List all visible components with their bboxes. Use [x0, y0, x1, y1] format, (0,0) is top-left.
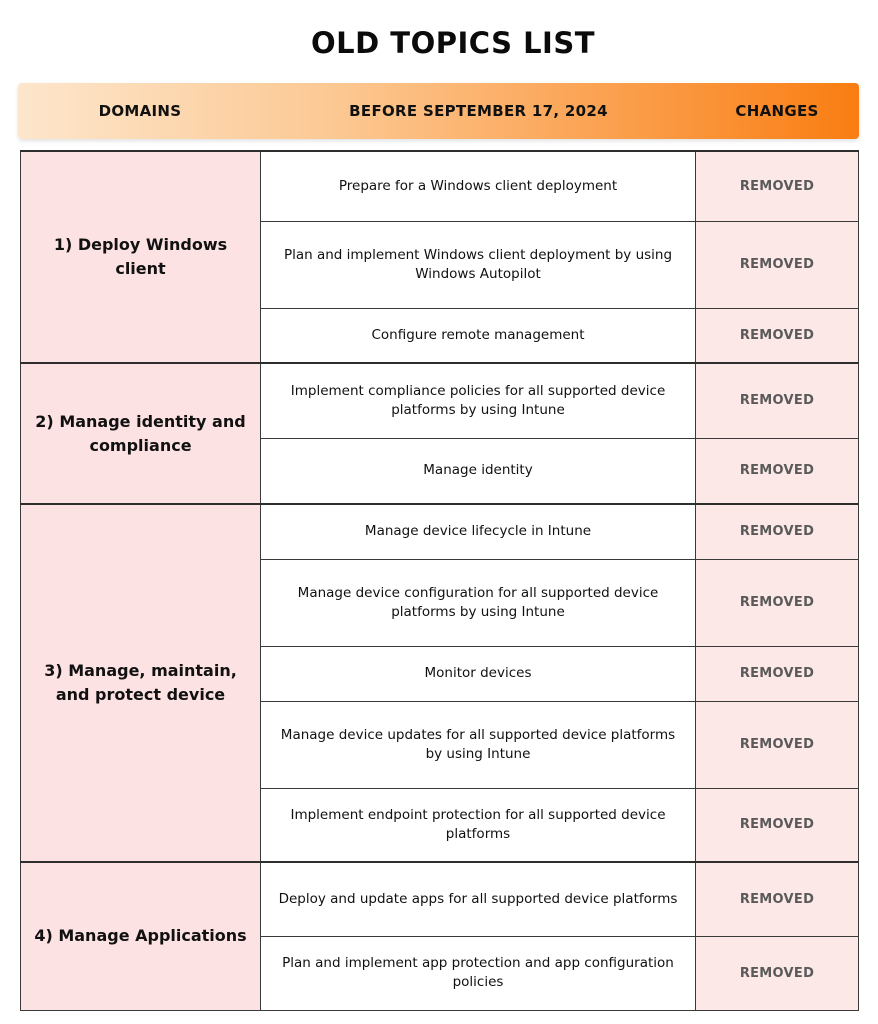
topic-cell: Deploy and update apps for all supported device platforms	[261, 862, 696, 936]
topics-table-body	[21, 151, 859, 1010]
change-status: REMOVED	[696, 363, 859, 438]
topic-cell: Plan and implement Windows client deployment by using Windows Autopilot	[261, 221, 696, 308]
topic-cell: Implement compliance policies for all supported device platforms by using Intune	[261, 363, 696, 438]
topic-cell: Prepare for a Windows client deployment	[261, 151, 696, 221]
change-status: REMOVED	[696, 701, 859, 788]
change-status: REMOVED	[696, 504, 859, 559]
topic-cell: Monitor devices	[261, 646, 696, 701]
table-row	[21, 504, 859, 559]
change-status: REMOVED	[696, 646, 859, 701]
domain-cell: 2) Manage identity and compliance	[21, 363, 261, 504]
header-domains: DOMAINS	[98, 102, 182, 120]
change-status: REMOVED	[696, 788, 859, 862]
change-status: REMOVED	[696, 936, 859, 1010]
change-status: REMOVED	[696, 308, 859, 363]
topic-cell: Manage device updates for all supported device platforms by using Intune	[261, 701, 696, 788]
table-row	[21, 363, 859, 438]
change-status: REMOVED	[696, 559, 859, 646]
topic-cell: Manage identity	[261, 438, 696, 504]
change-status: REMOVED	[696, 151, 859, 221]
domain-cell: 3) Manage, maintain, and protect device	[21, 504, 261, 862]
table-row	[21, 862, 859, 936]
change-status: REMOVED	[696, 862, 859, 936]
domain-cell: 1) Deploy Windows client	[21, 151, 261, 363]
topic-cell: Plan and implement app protection and app configuration policies	[261, 936, 696, 1010]
header-before-date: BEFORE SEPTEMBER 17, 2024	[349, 102, 608, 120]
topic-cell: Implement endpoint protection for all supported device platforms	[261, 788, 696, 862]
change-status: REMOVED	[696, 221, 859, 308]
topics-table	[20, 150, 859, 1011]
topic-cell: Manage device lifecycle in Intune	[261, 504, 696, 559]
topic-cell: Configure remote management	[261, 308, 696, 363]
page-title: OLD TOPICS LIST	[310, 26, 596, 60]
change-status: REMOVED	[696, 438, 859, 504]
header-changes: CHANGES	[735, 102, 819, 120]
table-header-bar	[18, 83, 859, 139]
topic-cell: Manage device configuration for all supported device platforms by using Intune	[261, 559, 696, 646]
domain-cell: 4) Manage Applications	[21, 862, 261, 1010]
table-row	[21, 151, 859, 221]
